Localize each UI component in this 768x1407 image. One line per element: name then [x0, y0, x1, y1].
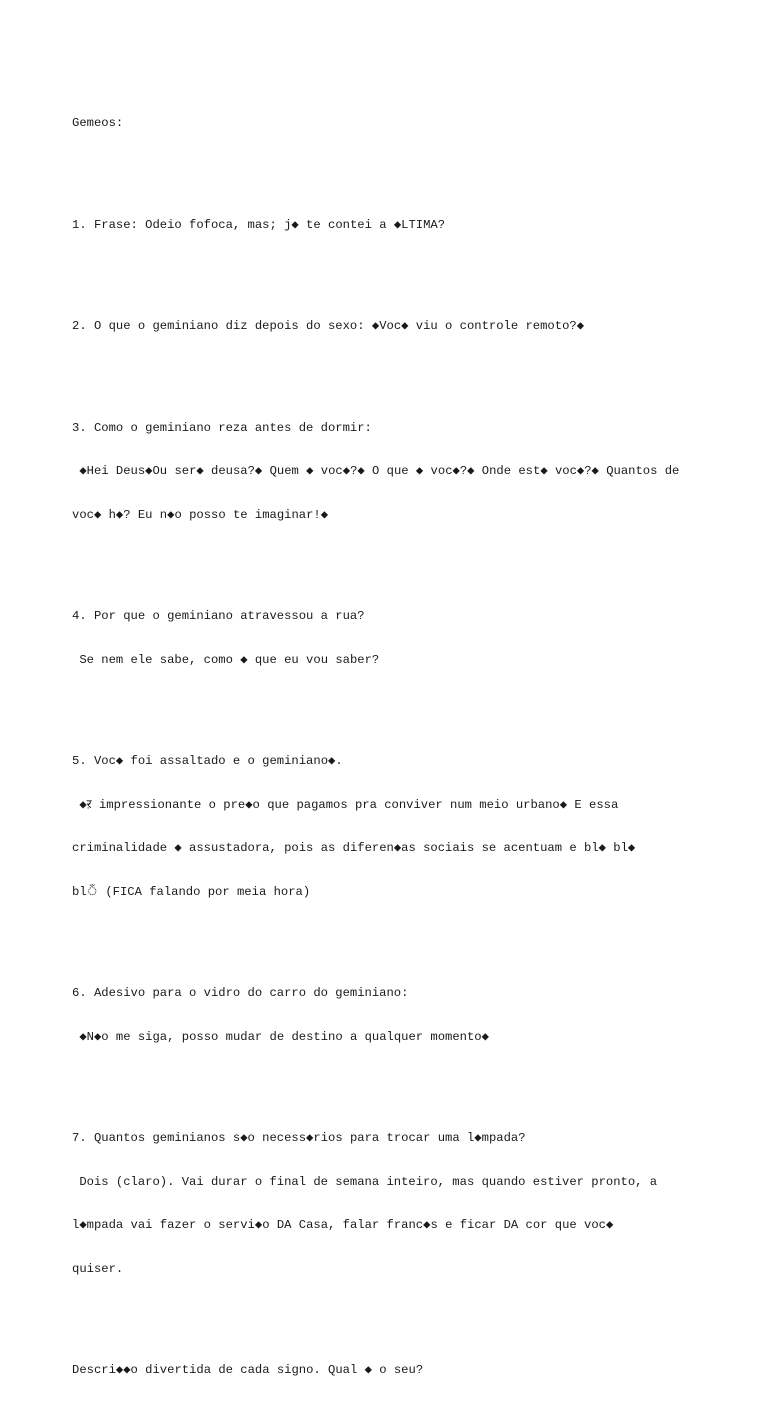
joke-2-line-1: 2. O que o geminiano diz depois do sexo: ◆Voc◆ viu o controle remoto?◆ [72, 319, 585, 333]
joke-5-line-1: 5. Voc◆ foi assaltado e o geminiano◆. [72, 754, 343, 768]
joke-5-line-3: criminalidade ◆ assustadora, pois as diferen◆as sociais se acentuam e bl◆ bl◆ [72, 841, 636, 855]
blank-line [72, 363, 766, 378]
blank-line [72, 696, 766, 711]
blank-line [72, 160, 766, 175]
joke-7-line-3: l◆mpada vai fazer o servi◆o DA Casa, falar franc◆s e ficar DA cor que voc◆ [72, 1218, 614, 1232]
document-text [72, 87, 766, 1407]
blank-line [72, 1305, 766, 1320]
joke-4-line-1: 4. Por que o geminiano atravessou a rua? [72, 609, 365, 623]
joke-5-line-4: blঁ (FICA falando por meia hora) [72, 884, 311, 899]
joke-6-line-2: ◆N◆o me siga, posso mudar de destino a qualquer momento◆ [72, 1029, 489, 1044]
joke-1-line-1: 1. Frase: Odeio fofoca, mas; j◆ te contei a ◆LTIMA? [72, 217, 446, 232]
joke-3-line-3: voc◆ h◆? Eu n◆o posso te imaginar!◆ [72, 507, 329, 522]
joke-3-line-1: 3. Como o geminiano reza antes de dormir: [72, 420, 372, 435]
blank-line [72, 928, 766, 943]
blank-line [72, 261, 766, 276]
closing-line: Descri◆◆o divertida de cada signo. Qual ◆ o seu? [72, 1363, 424, 1377]
joke-7-line-4: quiser. [72, 1261, 124, 1276]
joke-7-line-1: 7. Quantos geminianos s◆o necess◆rios para trocar uma l◆mpada? [72, 1131, 526, 1145]
joke-5-line-2: ◆ऱ impressionante o pre◆o que pagamos pra conviver num meio urbano◆ E essa [72, 797, 619, 812]
joke-7-line-2: Dois (claro). Vai durar o final de semana inteiro, mas quando estiver pronto, a [72, 1174, 658, 1189]
joke-4-line-2: Se nem ele sabe, como ◆ que eu vou saber? [72, 652, 380, 667]
blank-line [72, 551, 766, 566]
blank-line [72, 1073, 766, 1088]
joke-6-line-1: 6. Adesivo para o vidro do carro do geminiano: [72, 986, 409, 1000]
document-title: Gemeos: [72, 116, 124, 130]
joke-3-line-2: ◆Hei Deus◆Ou ser◆ deusa?◆ Quem ◆ voc◆?◆ O que ◆ voc◆?◆ Onde est◆ voc◆?◆ Quantos de [72, 464, 680, 478]
